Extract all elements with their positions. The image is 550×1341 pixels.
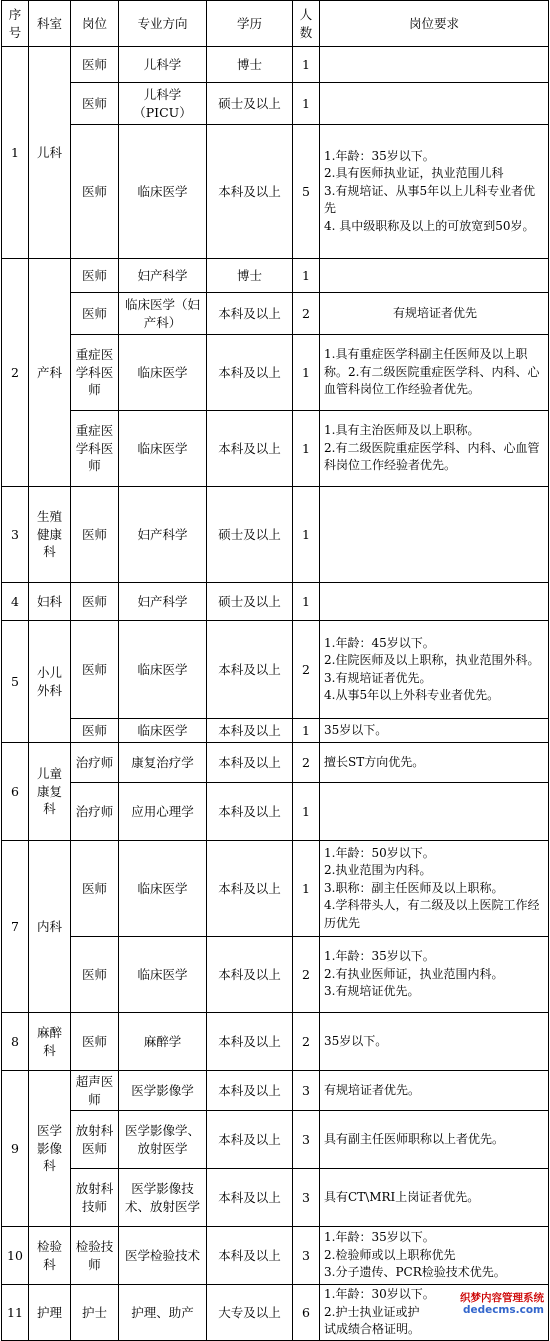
cell-major: 护理、助产 xyxy=(119,1285,207,1341)
cell-department: 内科 xyxy=(29,841,71,1013)
cell-department: 护理 xyxy=(29,1285,71,1341)
requirement-line: 3.有规培证、从事5年以上儿科专业者优先 xyxy=(324,183,536,216)
cell-requirements xyxy=(320,743,549,783)
requirement-line: 4. 具中级职称及以上的可放宽到50岁。 xyxy=(324,218,535,233)
requirement-line: 具有副主任医师职称以上者优先。 xyxy=(324,1131,505,1146)
table-row xyxy=(2,293,549,335)
requirement-line: 2.护士执业证或护 xyxy=(324,1304,420,1319)
cell-major: 应用心理学 xyxy=(119,783,207,841)
cell-number: 6 xyxy=(2,743,29,841)
cell-requirements xyxy=(320,1013,549,1071)
cell-count: 1 xyxy=(293,83,320,125)
cell-post: 医师 xyxy=(71,621,119,719)
cell-number: 4 xyxy=(2,583,29,621)
cell-requirements xyxy=(320,783,549,841)
table-row xyxy=(2,583,549,621)
cell-count: 1 xyxy=(293,411,320,487)
header-post: 岗位 xyxy=(71,1,119,47)
cell-count: 1 xyxy=(293,841,320,937)
cell-department: 麻醉科 xyxy=(29,1013,71,1071)
table-body xyxy=(2,47,549,1341)
table-row xyxy=(2,1071,549,1111)
table-row xyxy=(2,841,549,937)
cell-count: 6 xyxy=(293,1285,320,1341)
cell-post: 医师 xyxy=(71,47,119,83)
header-requirements: 岗位要求 xyxy=(320,1,549,47)
cell-post: 医师 xyxy=(71,937,119,1013)
cell-post: 放射科技师 xyxy=(71,1169,119,1227)
cell-count: 1 xyxy=(293,487,320,583)
table-row xyxy=(2,937,549,1013)
cell-education: 硕士及以上 xyxy=(207,487,293,583)
requirement-line: 2.住院医师及以上职称，执业范围外科。 xyxy=(324,653,540,667)
cell-count: 1 xyxy=(293,583,320,621)
cell-department: 儿科 xyxy=(29,47,71,259)
requirement-line: 1.年龄：45岁以下。 xyxy=(324,635,435,650)
cell-requirements xyxy=(320,583,549,621)
cell-department: 检验科 xyxy=(29,1227,71,1285)
cell-post: 治疗师 xyxy=(71,783,119,841)
cell-education: 本科及以上 xyxy=(207,841,293,937)
table-row xyxy=(2,719,549,743)
cell-major: 临床医学 xyxy=(119,125,207,259)
cell-requirements xyxy=(320,1111,549,1169)
requirement-line: 1.具有重症医学科副主任医师及以上职称。2.有二级医院重症医学科、内科、心血管科岗位工作经验者优先。 xyxy=(324,347,540,397)
cell-requirements xyxy=(320,841,549,937)
cell-count: 1 xyxy=(293,335,320,411)
requirement-line: 3.职称：副主任医师及以上职称。 xyxy=(324,880,504,895)
cell-number: 3 xyxy=(2,487,29,583)
watermark-line1: 织梦内容管理系统 xyxy=(460,1292,544,1304)
table-row xyxy=(2,47,549,83)
requirement-line: 2.执业范围为内科。 xyxy=(324,863,432,878)
cell-number: 8 xyxy=(2,1013,29,1071)
cell-education: 博士 xyxy=(207,47,293,83)
cell-requirements xyxy=(320,1227,549,1285)
cell-post: 医师 xyxy=(71,1013,119,1071)
cell-post: 医师 xyxy=(71,487,119,583)
cell-education: 本科及以上 xyxy=(207,1111,293,1169)
table-row xyxy=(2,1169,549,1227)
cell-count: 3 xyxy=(293,1111,320,1169)
cell-major: 康复治疗学 xyxy=(119,743,207,783)
cell-post: 医师 xyxy=(71,125,119,259)
recruitment-table xyxy=(1,0,549,1341)
requirement-line: 有规培证者优先 xyxy=(392,305,477,320)
requirement-line: 1.年龄：35岁以下。 xyxy=(324,1230,435,1245)
cell-major: 临床医学 xyxy=(119,841,207,937)
cell-post: 超声医师 xyxy=(71,1071,119,1111)
table-row xyxy=(2,335,549,411)
requirement-line: 2.有执业医师证，执业范围内科。 xyxy=(324,966,504,981)
header-dept: 科室 xyxy=(29,1,71,47)
requirement-line: 4.从事5年以上外科专业者优先。 xyxy=(324,688,500,702)
cell-department: 儿童康复科 xyxy=(29,743,71,841)
cell-number: 11 xyxy=(2,1285,29,1341)
cell-post: 放射科医师 xyxy=(71,1111,119,1169)
cell-major: 儿科学 xyxy=(119,47,207,83)
watermark-line2: dedecms.com xyxy=(462,1304,544,1316)
cell-number: 1 xyxy=(2,47,29,259)
cell-post: 医师 xyxy=(71,293,119,335)
table-row xyxy=(2,621,549,719)
cell-post: 医师 xyxy=(71,719,119,743)
cell-count: 1 xyxy=(293,783,320,841)
requirement-line: 2.有二级医院重症医学科、内科、心血管科岗位工作经验者优先。 xyxy=(324,440,540,473)
requirement-line: 2.检验师或以上职称优先 xyxy=(324,1247,456,1262)
requirement-line: 3.有规培证者优先。 xyxy=(324,670,432,685)
requirement-line: 2.具有医师执业证，执业范围儿科 xyxy=(324,166,504,181)
requirement-line: 4.学科带头人，有二级及以上医院工作经历优先 xyxy=(324,898,540,930)
cell-major: 临床医学 xyxy=(119,719,207,743)
cell-major: 临床医学（妇产科） xyxy=(119,293,207,335)
requirement-line: 1.具有主治医师及以上职称。 xyxy=(324,423,480,438)
cell-education: 博士 xyxy=(207,259,293,293)
cell-count: 1 xyxy=(293,259,320,293)
cell-education: 本科及以上 xyxy=(207,719,293,743)
cell-count: 2 xyxy=(293,1013,320,1071)
cell-number: 10 xyxy=(2,1227,29,1285)
cell-major: 医学检验技术 xyxy=(119,1227,207,1285)
requirement-line: 1.年龄：30岁以下。 xyxy=(324,1287,435,1302)
cell-requirements xyxy=(320,937,549,1013)
cell-number: 5 xyxy=(2,621,29,743)
requirement-line: 试成绩合格证明。 xyxy=(324,1322,421,1337)
requirement-line: 3.有规培证优先。 xyxy=(324,984,420,999)
cell-education: 本科及以上 xyxy=(207,621,293,719)
cell-education: 大专及以上 xyxy=(207,1285,293,1341)
cell-post: 重症医学科医师 xyxy=(71,335,119,411)
requirement-line: 具有CT\MRI上岗证者优先。 xyxy=(324,1189,480,1204)
cell-education: 硕士及以上 xyxy=(207,83,293,125)
table-row xyxy=(2,83,549,125)
cell-major: 医学影像学、放射医学 xyxy=(119,1111,207,1169)
cell-education: 本科及以上 xyxy=(207,1071,293,1111)
table-row xyxy=(2,1227,549,1285)
cell-education: 硕士及以上 xyxy=(207,583,293,621)
cell-education: 本科及以上 xyxy=(207,335,293,411)
cell-number: 2 xyxy=(2,259,29,487)
requirement-line: 3.分子遗传、PCR检验技术优先。 xyxy=(324,1265,506,1280)
cell-department: 生殖健康科 xyxy=(29,487,71,583)
cell-major: 妇产科学 xyxy=(119,259,207,293)
cell-requirements xyxy=(320,293,549,335)
cell-number: 7 xyxy=(2,841,29,1013)
table-row xyxy=(2,125,549,259)
cell-post: 医师 xyxy=(71,841,119,937)
cell-major: 儿科学（PICU） xyxy=(119,83,207,125)
cell-department: 妇科 xyxy=(29,583,71,621)
cell-requirements xyxy=(320,1169,549,1227)
cell-major: 医学影像学 xyxy=(119,1071,207,1111)
cell-count: 3 xyxy=(293,1071,320,1111)
requirement-line: 35岁以下。 xyxy=(324,722,388,737)
table-row xyxy=(2,259,549,293)
cell-education: 本科及以上 xyxy=(207,937,293,1013)
cell-education: 本科及以上 xyxy=(207,783,293,841)
cell-post: 治疗师 xyxy=(71,743,119,783)
table-row xyxy=(2,1013,549,1071)
cell-count: 5 xyxy=(293,125,320,259)
cell-requirements xyxy=(320,487,549,583)
requirement-line: 1.年龄：35岁以下。 xyxy=(324,949,435,964)
header-count: 人数 xyxy=(293,1,320,47)
cell-requirements xyxy=(320,47,549,83)
cell-major: 临床医学 xyxy=(119,621,207,719)
cell-education: 本科及以上 xyxy=(207,125,293,259)
requirement-line: 擅长ST方向优先。 xyxy=(324,754,425,769)
cell-requirements xyxy=(320,125,549,259)
cell-department: 医学影像科 xyxy=(29,1071,71,1227)
cell-requirements xyxy=(320,411,549,487)
cell-count: 2 xyxy=(293,293,320,335)
cell-count: 2 xyxy=(293,743,320,783)
header-education: 学历 xyxy=(207,1,293,47)
cell-education: 本科及以上 xyxy=(207,743,293,783)
cell-post: 医师 xyxy=(71,83,119,125)
cell-department: 小儿外科 xyxy=(29,621,71,743)
cell-major: 临床医学 xyxy=(119,335,207,411)
cell-education: 本科及以上 xyxy=(207,1227,293,1285)
cell-post: 医师 xyxy=(71,259,119,293)
cell-major: 麻醉学 xyxy=(119,1013,207,1071)
cell-requirements xyxy=(320,719,549,743)
cell-department: 产科 xyxy=(29,259,71,487)
cell-education: 本科及以上 xyxy=(207,293,293,335)
requirement-line: 1.年龄：35岁以下。 xyxy=(324,148,435,163)
cell-major: 临床医学 xyxy=(119,937,207,1013)
cell-count: 3 xyxy=(293,1169,320,1227)
cell-major: 医学影像技术、放射医学 xyxy=(119,1169,207,1227)
requirement-line: 1.年龄：50岁以下。 xyxy=(324,845,435,860)
cell-requirements xyxy=(320,1071,549,1111)
cell-post: 医师 xyxy=(71,583,119,621)
cell-requirements xyxy=(320,83,549,125)
requirement-line: 有规培证者优先。 xyxy=(324,1082,421,1097)
cell-major: 临床医学 xyxy=(119,411,207,487)
table-row xyxy=(2,1111,549,1169)
cell-post: 重症医学科医师 xyxy=(71,411,119,487)
cell-number: 9 xyxy=(2,1071,29,1227)
requirement-line: 35岁以下。 xyxy=(324,1033,388,1048)
watermark-logo xyxy=(460,1292,544,1316)
cell-requirements xyxy=(320,335,549,411)
cell-major: 妇产科学 xyxy=(119,487,207,583)
cell-count: 1 xyxy=(293,719,320,743)
cell-education: 本科及以上 xyxy=(207,1013,293,1071)
cell-education: 本科及以上 xyxy=(207,411,293,487)
cell-count: 3 xyxy=(293,1227,320,1285)
table-row xyxy=(2,487,549,583)
cell-count: 1 xyxy=(293,47,320,83)
cell-count: 2 xyxy=(293,621,320,719)
cell-post: 检验技师 xyxy=(71,1227,119,1285)
table-row xyxy=(2,783,549,841)
table-row xyxy=(2,411,549,487)
header-row xyxy=(2,1,549,47)
table-row xyxy=(2,743,549,783)
cell-count: 2 xyxy=(293,937,320,1013)
header-no: 序号 xyxy=(2,1,29,47)
header-major: 专业方向 xyxy=(119,1,207,47)
cell-requirements xyxy=(320,259,549,293)
cell-post: 护士 xyxy=(71,1285,119,1341)
cell-education: 本科及以上 xyxy=(207,1169,293,1227)
cell-requirements xyxy=(320,621,549,719)
cell-major: 妇产科学 xyxy=(119,583,207,621)
